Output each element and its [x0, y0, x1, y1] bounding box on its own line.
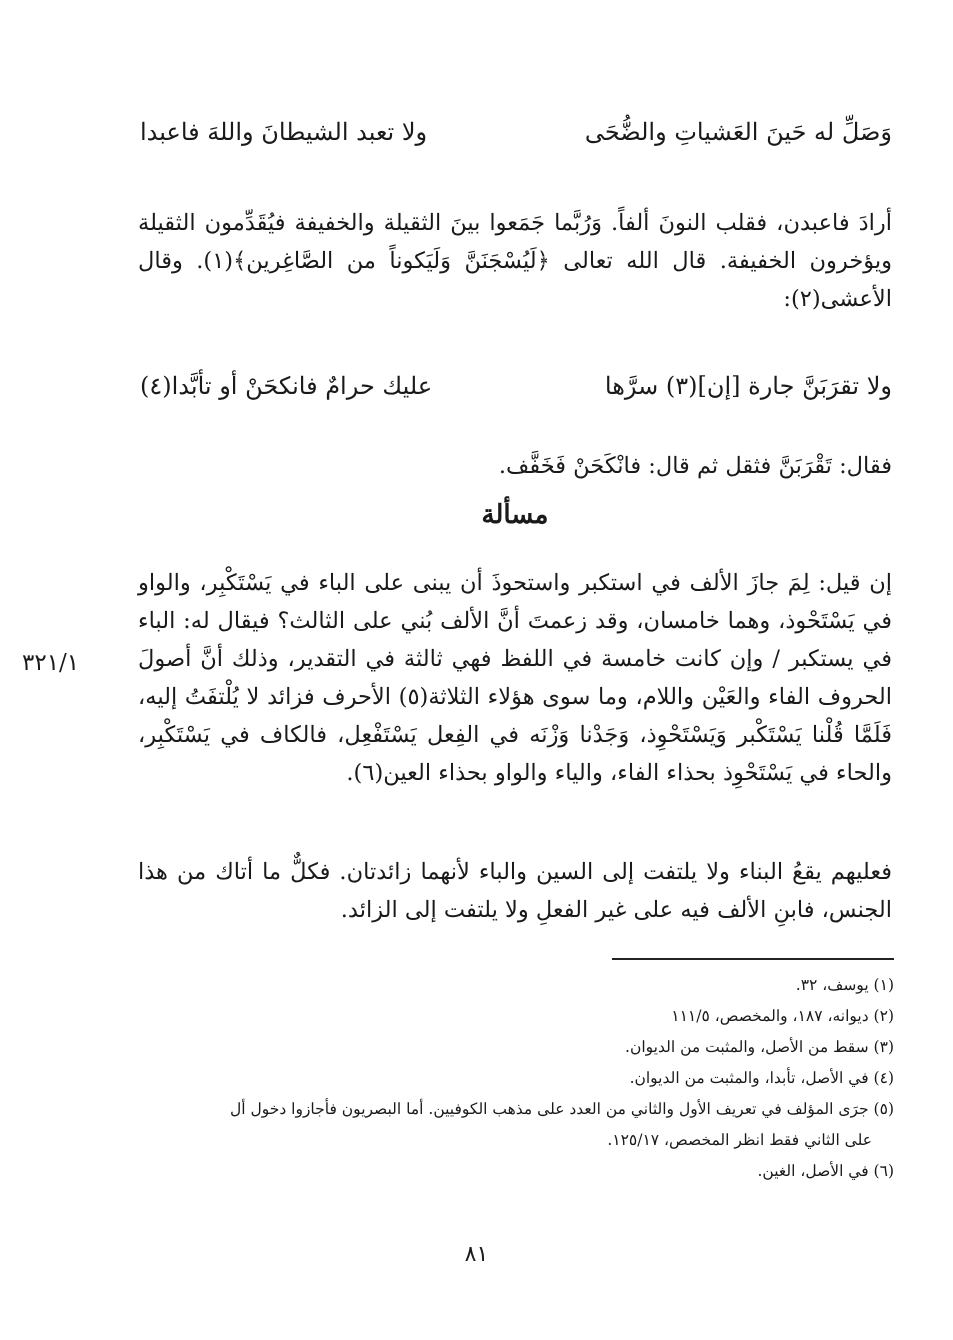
footnote-3: (٣) سقط من الأصل، والمثبت من الديوان. — [625, 1038, 894, 1056]
verse-1-second-hemistich: ولا تعبد الشيطانَ واللهَ فاعبدا — [140, 118, 428, 146]
paragraph-3-text: إن قيل: لِمَ جازَ الألف في استكبر واستحوذَ أن يبنى على الباء في يَسْتَكْبِر، والواو في يَسْتَحْوذ، وهما خامسان، وقد زعمتَ أنَّ الألف بُني على الثالث؟ فيقال له: الباء في يستكبر / وإن كانت خامسة في اللفظ فهي ثالثة في التقدير، وذلك أنَّ أصولَ الحروف الفاء والعَيْن واللام، وما سوى هؤلاء الثلاثة(٥) الأحرف فزائد لا يُلْتفَتُ إليه، فَلَمَّا قُلْنا يَسْتَكْبر وَيَسْتَحْوِذ، وَجَدْنا وَزْنَه في الفِعل يَسْتَفْعِل، فالكاف في يَسْتَكْبِر، والحاء في يَسْتَحْوِذ بحذاء الفاء، والياء والواو بحذاء العين(٦). — [138, 570, 892, 786]
poetry-verse-1 — [140, 118, 892, 162]
verse-2-second-hemistich: عليك حرامٌ فانكحَنْ أو تأبَّدا(٤) — [140, 372, 433, 400]
paragraph-1-text: أرادَ فاعبدن، فقلب النونَ ألفاً. وَرُبَّما جَمَعوا بينَ الثقيلة والخفيفة فيُقَدِّمون الثقيلة ويؤخرون الخفيفة. قال الله تعالى ﴿لَيُسْجَنَنَّ وَلَيَكوناً من الصَّاغِرين﴾(١). وقال الأعشى(٢): — [138, 210, 892, 312]
poetry-verse-2 — [140, 372, 892, 416]
paragraph-2 — [138, 447, 892, 485]
paragraph-4-text: فعليهم يقعُ البناء ولا يلتفت إلى السين والباء لأنهما زائدتان. فكلٌّ ما أتاك من هذا الجنس، فابنِ الألف فيه على غير الفعلِ ولا يلتفت إلى الزائد. — [138, 859, 892, 923]
verse-2-first-hemistich: ولا تقرَبَنَّ جارة [إن](٣) سرَّها — [604, 372, 892, 400]
footnotes — [138, 970, 894, 1187]
footnote-5-continuation: على الثاني فقط انظر المخصص، ١٢٥/١٧. — [607, 1131, 872, 1149]
paragraph-4 — [138, 853, 892, 929]
section-heading: مسألة — [481, 500, 549, 530]
footnote-4: (٤) في الأصل، تأبدا، والمثبت من الديوان. — [629, 1069, 894, 1087]
paragraph-1 — [138, 204, 892, 318]
paragraph-3 — [138, 564, 892, 792]
footnote-5: (٥) جرَى المؤلف في تعريف الأول والثاني من العدد على مذهب الكوفيين. أما البصريون فأجازوا دخول أل — [229, 1100, 894, 1118]
footnote-6: (٦) في الأصل، الغين. — [757, 1162, 894, 1180]
page-number: ٨١ — [464, 1242, 489, 1267]
footnote-separator — [612, 958, 894, 960]
footnote-2: (٢) ديوانه، ١٨٧، والمخصص، ١١١/٥ — [671, 1007, 894, 1025]
verse-1-first-hemistich: وَصَلِّ له حَينَ العَشياتِ والضُّحَى — [584, 118, 892, 146]
paragraph-2-text: فقال: تَقْرَبَنَّ فثقل ثم قال: فانْكَحَنْ فَخَفَّف. — [498, 453, 892, 479]
margin-folio-reference: ٣٢١/١ — [22, 650, 80, 676]
footnote-1: (١) يوسف، ٣٢. — [795, 976, 894, 994]
